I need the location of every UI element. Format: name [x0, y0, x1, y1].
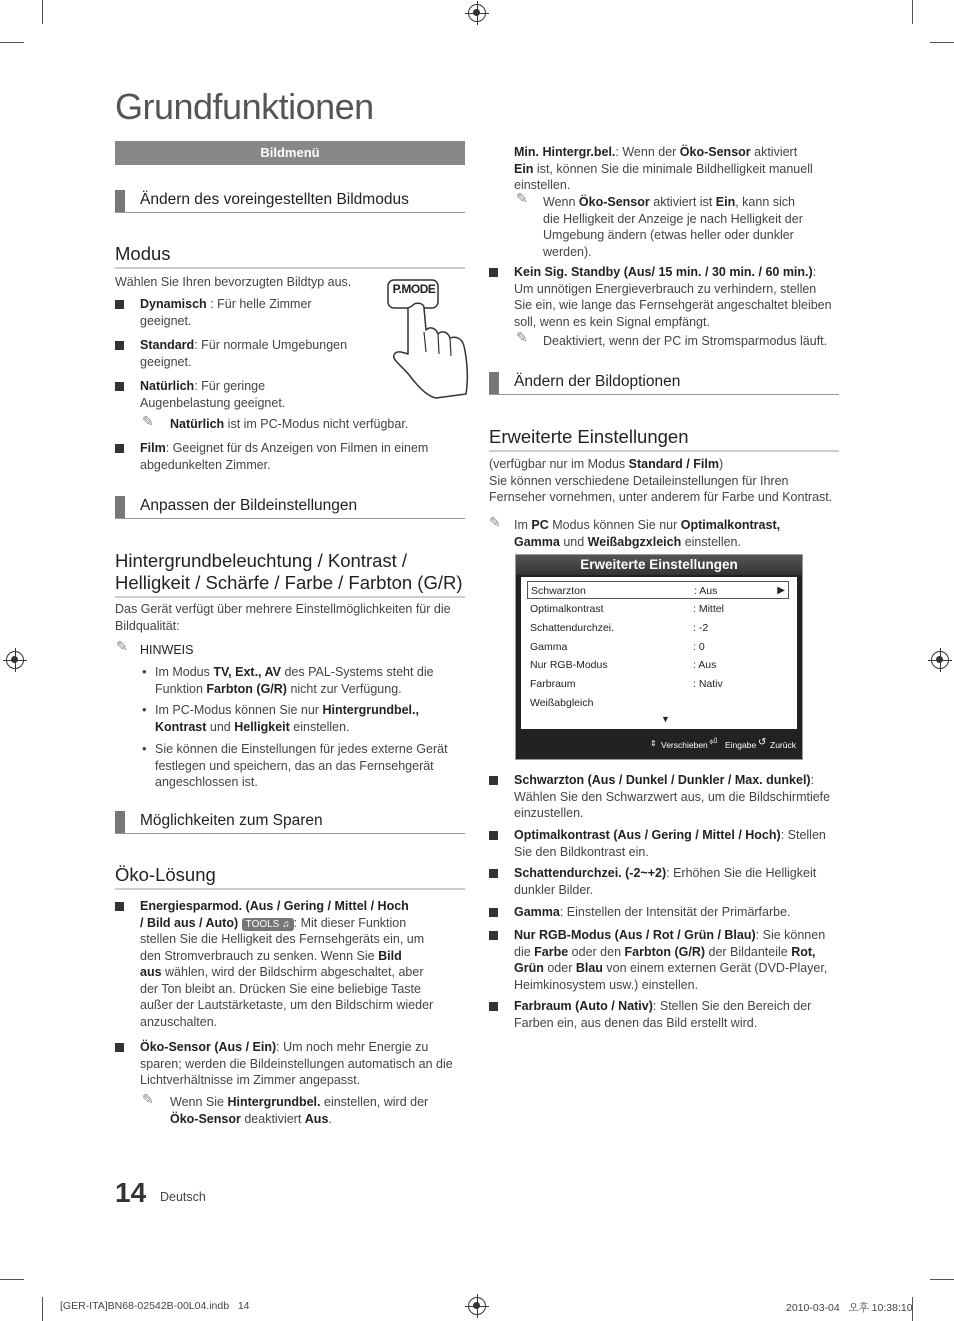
- bullet-icon: [489, 268, 498, 277]
- note-text: Im PC Modus können Sie nur Optimalkontrast, Gamma und Weißabgzxleich einstellen.: [514, 518, 781, 549]
- osd-move-label: Verschieben: [661, 740, 708, 750]
- page-title: Grundfunktionen: [115, 86, 374, 127]
- bullet-icon: [115, 1043, 124, 1052]
- note-pencil-icon: ✎: [516, 329, 528, 345]
- note-pencil-icon: ✎: [489, 514, 501, 530]
- section-heading-hintergrund: Hintergrundbeleuchtung / Kontrast / Helligkeit / Schärfe / Farbe / Farbton (G/R): [115, 550, 465, 598]
- list-item: Kein Sig. Standby (Aus/ 15 min. / 30 min. / 60 min.): Um unnötigen Energieverbrauch zu verhindern, stellen Sie ein, wie lange das Fernsehgerät angeschaltet bleiben soll, wenn es kein Signal empfängt.: [514, 265, 832, 329]
- osd-row-farbraum[interactable]: Farbraum : Nativ: [530, 678, 723, 690]
- paragraph: (verfügbar nur im Modus Standard / Film) Sie können verschiedene Detaileinstellungen für Ihren Fernseher vornehmen, unter anderem für Farbe und Kontrast.: [489, 457, 833, 504]
- osd-row-weissabgleich[interactable]: Weißabgleich: [530, 697, 594, 709]
- osd-menu: [515, 554, 803, 760]
- list-item: Standard: Für normale Umgebungen geeignet.: [140, 338, 348, 369]
- note-pencil-icon: ✎: [142, 1091, 154, 1107]
- list-item: Schattendurchzei. (-2~+2): Erhöhen Sie die Helligkeit dunkler Bilder.: [514, 866, 817, 897]
- print-file-info: [GER-ITA]BN68-02542B-00L04.indb 14: [60, 1300, 250, 1312]
- bullet-icon: [115, 902, 124, 911]
- bullet-icon: [489, 931, 498, 940]
- list-item: Energiesparmod. (Aus / Gering / Mittel / Hoch / Bild aus / Auto) TOOLS ♫ : Mit dieser Funktion stellen Sie die Helligkeit des Fernsehgeräts ein, um den Stromverbrauch zu senken. Wenn Sie Bild aus wählen, wird der Bildschirm abgeschaltet, aber der Ton bleibt an. Drücken Sie eine beliebige Taste außer der Lautstärketaste, um den Bildschirm wieder anzuschalten.: [140, 899, 434, 1029]
- note-heading: HINWEIS: [140, 643, 194, 657]
- list-item: Dynamisch : Für helle Zimmer geeignet.: [140, 297, 312, 328]
- osd-row-nur-rgb-modus[interactable]: Nur RGB-Modus : Aus: [530, 659, 717, 671]
- list-item: Min. Hintergr.bel.: Wenn der Öko-Sensor aktiviert Ein ist, können Sie die minimale Bildhelligkeit manuell einstellen.: [514, 145, 813, 192]
- pmode-label: P.MODE: [392, 282, 436, 296]
- note-text: Natürlich ist im PC-Modus nicht verfügbar.: [170, 417, 409, 431]
- subsection-title: Ändern des voreingestellten Bildmodus: [140, 191, 409, 208]
- subsection-header: [115, 495, 465, 519]
- return-icon: ↺: [758, 737, 767, 748]
- bullet-icon: [115, 341, 124, 350]
- page-language: Deutsch: [160, 1190, 206, 1204]
- print-date-info: 2010-03-04 오후 10:38:10: [786, 1302, 913, 1314]
- dot-bullet-icon: •: [142, 664, 147, 679]
- osd-row-optimalkontrast[interactable]: Optimalkontrast : Mittel: [530, 603, 724, 615]
- osd-list: [521, 577, 797, 729]
- subsection-header: [115, 189, 465, 213]
- registration-mark-icon: [931, 651, 949, 669]
- arrow-right-icon: ▶: [777, 585, 785, 596]
- osd-row-schwarzton[interactable]: Schwarzton : Aus ▶: [527, 581, 789, 599]
- crop-mark: [42, 1297, 43, 1321]
- tools-button-icon: TOOLS ♫: [242, 918, 294, 931]
- list-item: Film: Geeignet für ds Anzeigen von Filmen in einem abgedunkelten Zimmer.: [140, 441, 429, 472]
- osd-back-label: Zurück: [770, 740, 796, 750]
- osd-title: Erweiterte Einstellungen: [516, 555, 802, 575]
- subsection-header: [115, 810, 465, 834]
- osd-row-gamma[interactable]: Gamma : 0: [530, 641, 705, 653]
- list-item: Nur RGB-Modus (Aus / Rot / Grün / Blau): Sie können die Farbe oder den Farbton (G/R) der Bildanteile Rot, Grün oder Blau von einem externen Gerät (DVD-Player, Heimkinosystem usw.) einstellen.: [514, 928, 828, 992]
- bullet-icon: [489, 1002, 498, 1011]
- section-heading-oko: Öko-Lösung: [115, 864, 465, 890]
- subsection-title: Ändern der Bildoptionen: [514, 373, 681, 390]
- bullet-icon: [115, 382, 124, 391]
- subsection-title: Anpassen der Bildeinstellungen: [140, 497, 358, 514]
- crop-mark: [42, 0, 43, 24]
- list-item: Gamma: Einstellen der Intensität der Primärfarbe.: [514, 905, 791, 919]
- osd-footer: [516, 731, 802, 759]
- bullet-icon: [489, 831, 498, 840]
- list-item: Optimalkontrast (Aus / Gering / Mittel / Hoch): Stellen Sie den Bildkontrast ein.: [514, 828, 826, 859]
- bullet-icon: [115, 444, 124, 453]
- crop-mark: [930, 1279, 954, 1280]
- note-text: Wenn Öko-Sensor aktiviert ist Ein, kann sich die Helligkeit der Anzeige je nach Helligkeit der Umgebung ändern (etwas heller oder dunkler werden).: [543, 195, 803, 259]
- crop-mark: [930, 42, 954, 43]
- registration-mark-icon: [468, 4, 486, 22]
- scroll-down-icon[interactable]: ▼: [661, 714, 670, 724]
- note-text: Deaktiviert, wenn der PC im Stromsparmodus läuft.: [543, 334, 828, 348]
- list-item: Schwarzton (Aus / Dunkel / Dunkler / Max. dunkel): Wählen Sie den Schwarzwert aus, um die Bildschirmtiefe einzustellen.: [514, 773, 831, 820]
- dot-bullet-icon: •: [142, 702, 147, 717]
- section-bar: Bildmenü: [115, 141, 465, 165]
- note-pencil-icon: ✎: [116, 638, 128, 654]
- crop-mark: [0, 1279, 24, 1280]
- bullet-icon: [489, 908, 498, 917]
- updown-icon: ⇕: [650, 739, 657, 748]
- section-heading-erweitert: Erweiterte Einstellungen: [489, 426, 839, 452]
- list-item: Öko-Sensor (Aus / Ein): Um noch mehr Energie zu sparen; werden die Bildeinstellungen automatisch an die Lichtverhältnisse im Zimmer angepasst.: [140, 1040, 453, 1087]
- crop-mark: [0, 42, 24, 43]
- osd-enter-label: Eingabe: [725, 740, 757, 750]
- paragraph: Wählen Sie Ihren bevorzugten Bildtyp aus.: [115, 275, 352, 289]
- note-text: Wenn Sie Hintergrundbel. einstellen, wird der Öko-Sensor deaktiviert Aus.: [170, 1095, 429, 1126]
- note-item: Sie können die Einstellungen für jedes externe Gerät festlegen und speichern, das an das Fernsehgerät angeschlossen ist.: [155, 742, 448, 789]
- registration-mark-icon: [468, 1297, 486, 1315]
- bullet-icon: [489, 776, 498, 785]
- section-heading-modus: Modus: [115, 243, 465, 269]
- paragraph: Das Gerät verfügt über mehrere Einstellmöglichkeiten für die Bildqualität:: [115, 602, 451, 633]
- enter-icon: ⏎: [709, 737, 718, 748]
- registration-mark-icon: [6, 651, 24, 669]
- crop-mark: [912, 0, 913, 24]
- bullet-icon: [489, 869, 498, 878]
- note-item: Im Modus TV, Ext., AV des PAL-Systems steht die Funktion Farbton (G/R) nicht zur Verfügung.: [155, 665, 434, 696]
- subsection-header: [489, 371, 839, 395]
- list-item: Farbraum (Auto / Nativ): Stellen Sie den Bereich der Farben ein, aus denen das Bild erstellt wird.: [514, 999, 812, 1030]
- osd-row-schattendurchzei[interactable]: Schattendurchzei. : -2: [530, 622, 709, 634]
- note-item: Im PC-Modus können Sie nur Hintergrundbel., Kontrast und Helligkeit einstellen.: [155, 703, 419, 734]
- note-pencil-icon: ✎: [142, 413, 154, 429]
- bullet-icon: [115, 300, 124, 309]
- note-pencil-icon: ✎: [516, 190, 528, 206]
- subsection-title: Möglichkeiten zum Sparen: [140, 812, 323, 829]
- page-number: 14: [115, 1177, 147, 1208]
- list-item: Natürlich: Für geringe Augenbelastung geeignet.: [140, 379, 286, 410]
- dot-bullet-icon: •: [142, 741, 147, 756]
